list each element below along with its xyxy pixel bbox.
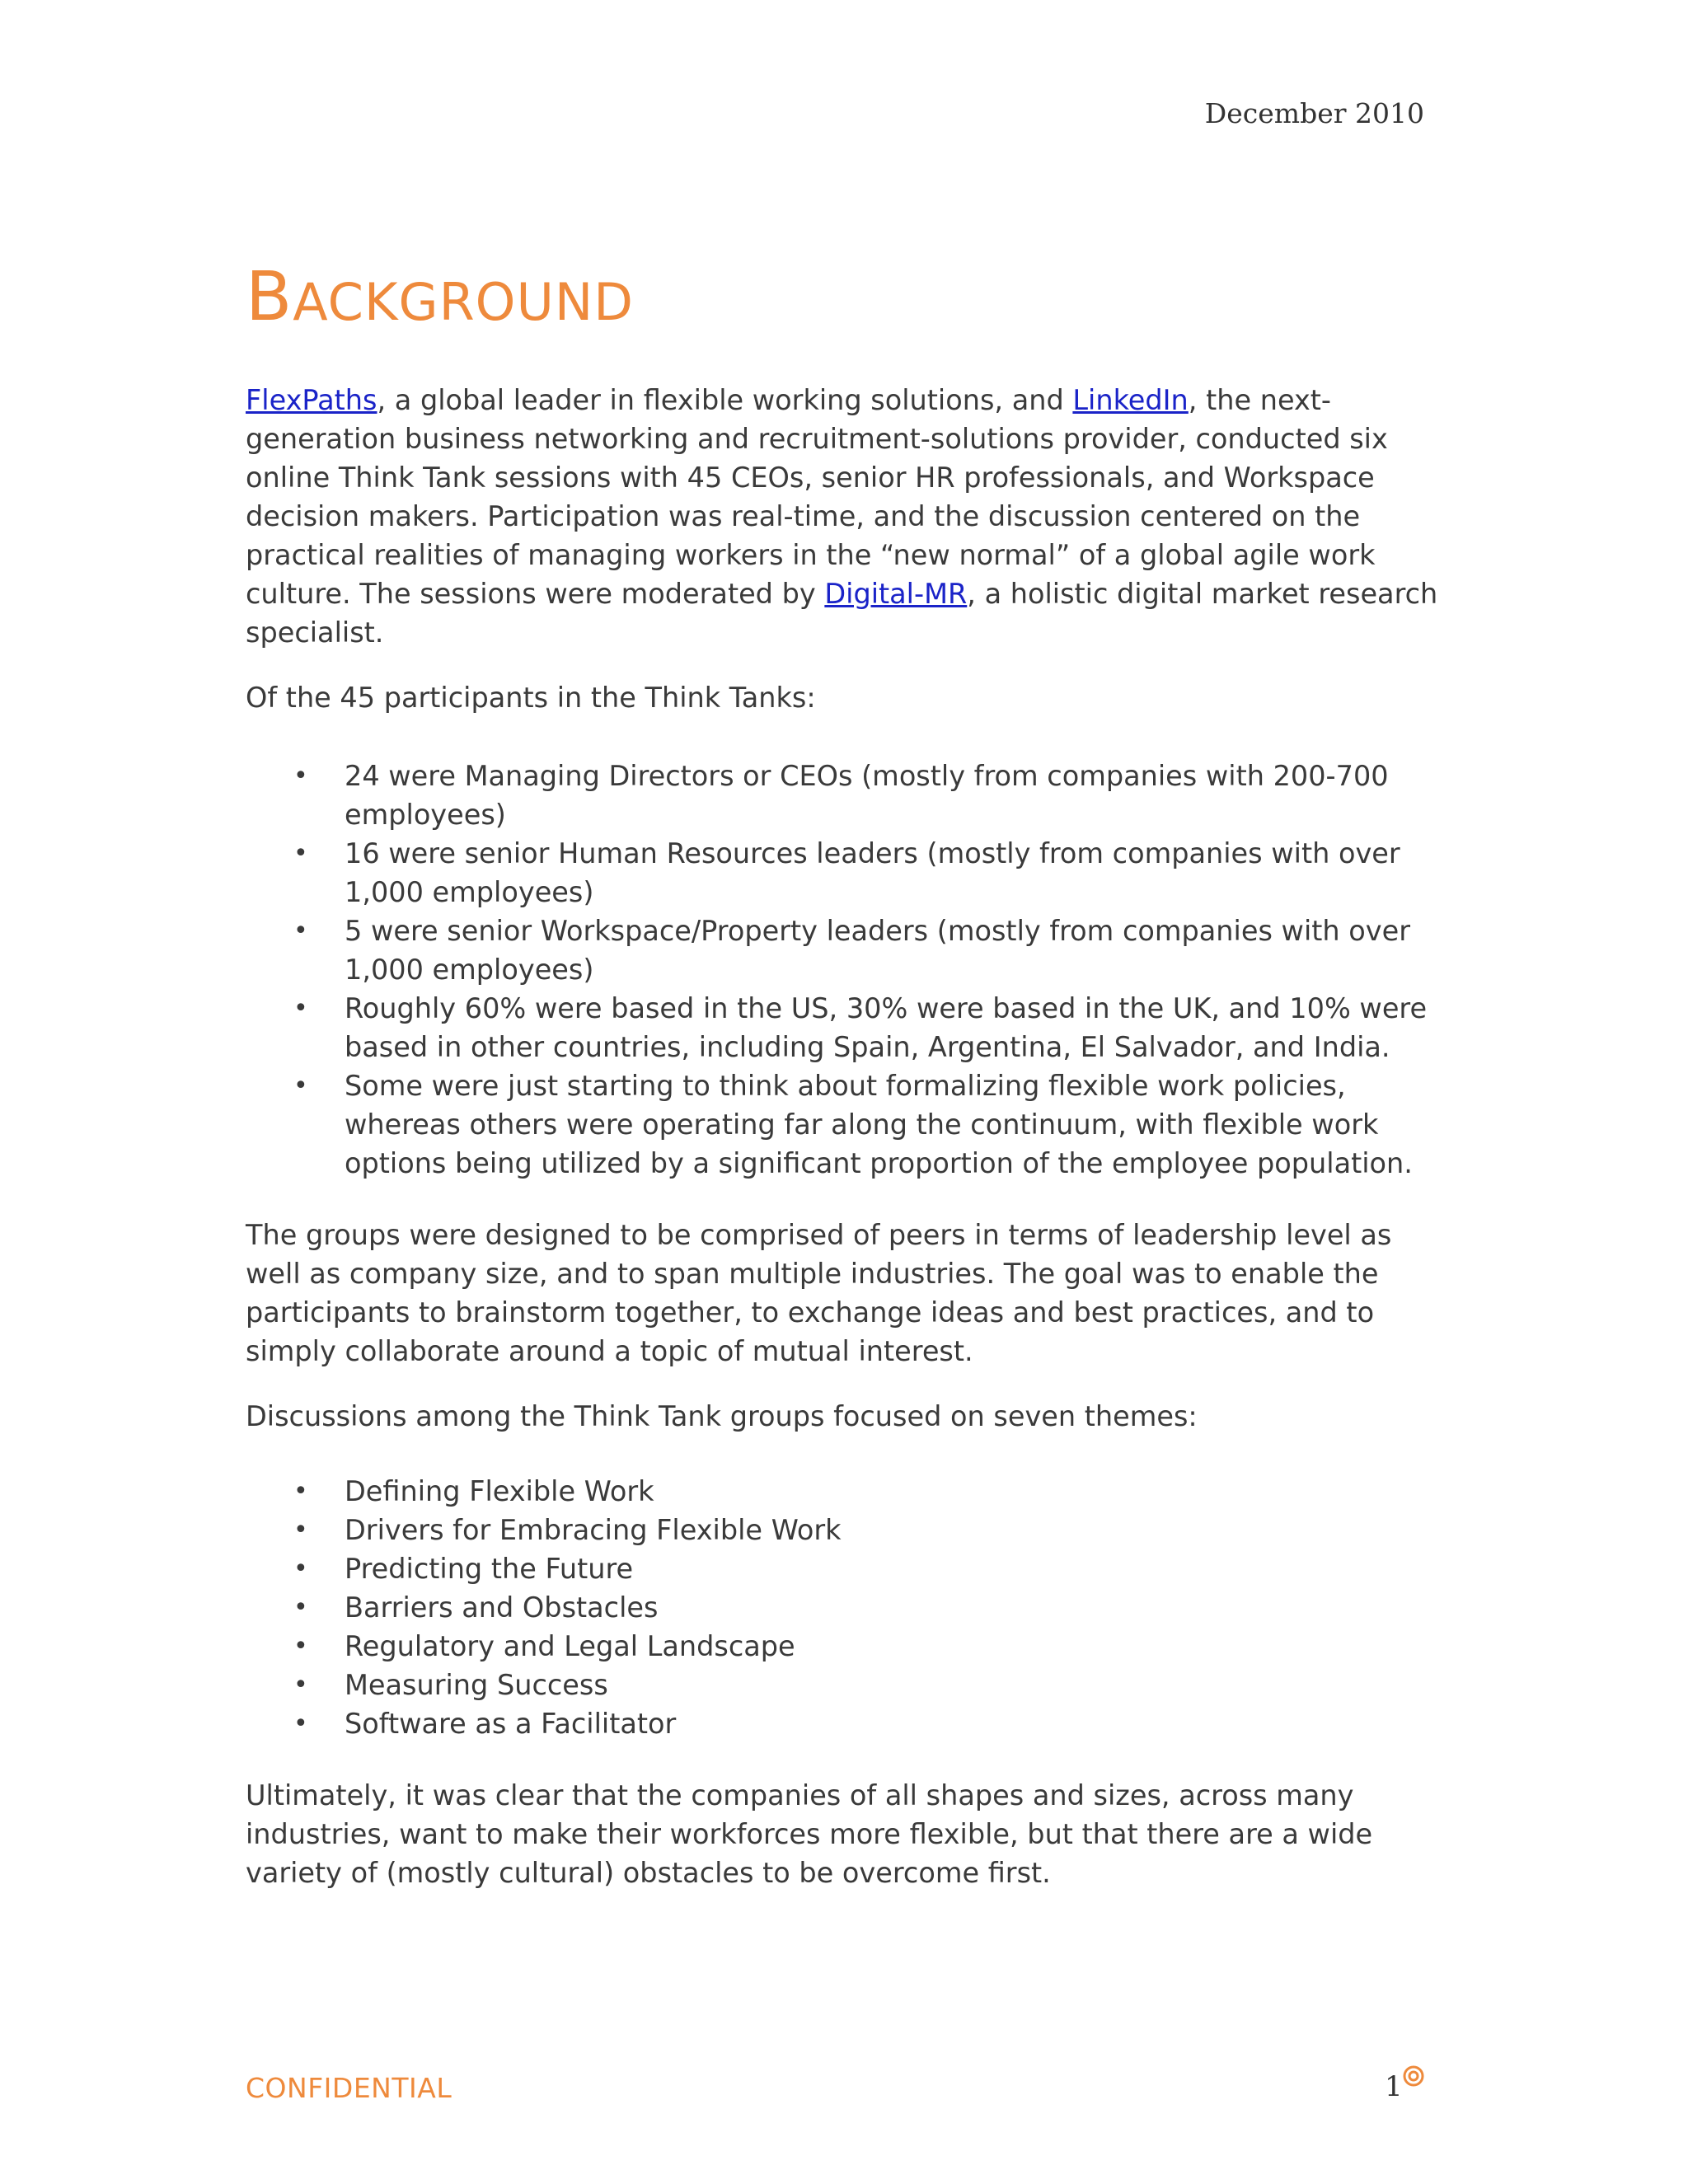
intro-text-3: , a holistic digital market research specialist. bbox=[246, 578, 1438, 649]
bullet-icon: • bbox=[293, 1593, 308, 1622]
list-item bbox=[293, 834, 1449, 912]
section-title bbox=[246, 258, 1449, 336]
intro-paragraph bbox=[246, 381, 1449, 652]
bullet-icon: • bbox=[293, 994, 308, 1023]
header-date: December 2010 bbox=[1204, 97, 1424, 129]
list-item-text: Defining Flexible Work bbox=[345, 1475, 654, 1507]
linkedin-link[interactable]: LinkedIn bbox=[1072, 384, 1189, 416]
footer-page-number: 1 bbox=[1385, 2070, 1403, 2103]
list-item bbox=[293, 1704, 1449, 1743]
list-item-text: Some were just starting to think about formalizing flexible work policies, whereas others were operating far along the continuum, with flexible work options being utilized by a significant proportion of the employee population. bbox=[345, 1070, 1413, 1179]
document-body bbox=[246, 258, 1449, 1919]
intro-text-1: , a global leader in flexible working solutions, and bbox=[377, 384, 1073, 416]
themes-list bbox=[246, 1472, 1449, 1743]
list-item bbox=[293, 989, 1449, 1066]
list-item bbox=[293, 912, 1449, 989]
list-item-text: Barriers and Obstacles bbox=[345, 1591, 659, 1624]
bullet-icon: • bbox=[293, 1516, 308, 1544]
section-title-rest: ACKGROUND bbox=[293, 272, 634, 332]
list-item bbox=[293, 757, 1449, 834]
bullet-icon: • bbox=[293, 839, 308, 868]
bullet-icon: • bbox=[293, 762, 308, 790]
list-item-text: Measuring Success bbox=[345, 1669, 608, 1701]
list-item-text: Regulatory and Legal Landscape bbox=[345, 1630, 795, 1662]
list-item bbox=[293, 1588, 1449, 1627]
intro-text-2: , the next-generation business networking and recruitment-solutions provider, conducted six online Think Tank sessions with 45 CEOs, senior HR professionals, and Workspace decision makers. Participation was real-time, and the discussion centered on the practical realities of managing workers in the “new normal” of a global agile work culture. The sessions were moderated by bbox=[246, 384, 1388, 610]
list-item bbox=[293, 1549, 1449, 1588]
list-item bbox=[293, 1627, 1449, 1666]
list-item-text: 24 were Managing Directors or CEOs (mostly from companies with 200-700 employees) bbox=[345, 760, 1389, 831]
participants-intro: Of the 45 participants in the Think Tanks: bbox=[246, 682, 816, 714]
list-item-text: 16 were senior Human Resources leaders (mostly from companies with over 1,000 employees) bbox=[345, 837, 1400, 908]
conclusion-paragraph: Ultimately, it was clear that the companies of all shapes and sizes, across many industries, want to make their workforces more flexible, but that there are a wide variety of (mostly cultural) obstacles to be overcome first. bbox=[246, 1779, 1373, 1889]
list-item-text: Drivers for Embracing Flexible Work bbox=[345, 1514, 842, 1546]
bullet-icon: • bbox=[293, 1709, 308, 1738]
list-item-text: Software as a Facilitator bbox=[345, 1708, 677, 1740]
themes-intro: Discussions among the Think Tank groups focused on seven themes: bbox=[246, 1400, 1198, 1432]
section-title-initial: B bbox=[246, 258, 293, 336]
flexpaths-link[interactable]: FlexPaths bbox=[246, 384, 377, 416]
bullet-icon: • bbox=[293, 1477, 308, 1506]
footer-confidential: CONFIDENTIAL bbox=[246, 2072, 452, 2104]
groups-paragraph: The groups were designed to be comprised of peers in terms of leadership level as well as company size, and to span multiple industries. The goal was to enable the participants to brainstorm together, to exchange ideas and best practices, and to simply collaborate around a topic of mutual interest. bbox=[246, 1219, 1392, 1367]
participants-list bbox=[246, 757, 1449, 1183]
list-item-text: Predicting the Future bbox=[345, 1553, 634, 1585]
bullet-icon: • bbox=[293, 1554, 308, 1583]
list-item bbox=[293, 1666, 1449, 1704]
bullet-icon: • bbox=[293, 1071, 308, 1100]
list-item-text: 5 were senior Workspace/Property leaders (mostly from companies with over 1,000 employees) bbox=[345, 915, 1410, 986]
list-item-text: Roughly 60% were based in the US, 30% were based in the UK, and 10% were based in other countries, including Spain, Argentina, El Salvador, and India. bbox=[345, 992, 1428, 1063]
digital-mr-link[interactable]: Digital-MR bbox=[824, 578, 968, 610]
list-item bbox=[293, 1472, 1449, 1511]
bullet-icon: • bbox=[293, 916, 308, 945]
bullet-icon: • bbox=[293, 1671, 308, 1699]
list-item bbox=[293, 1511, 1449, 1549]
target-logo-icon bbox=[1403, 2065, 1424, 2087]
list-item bbox=[293, 1066, 1449, 1183]
bullet-icon: • bbox=[293, 1632, 308, 1661]
